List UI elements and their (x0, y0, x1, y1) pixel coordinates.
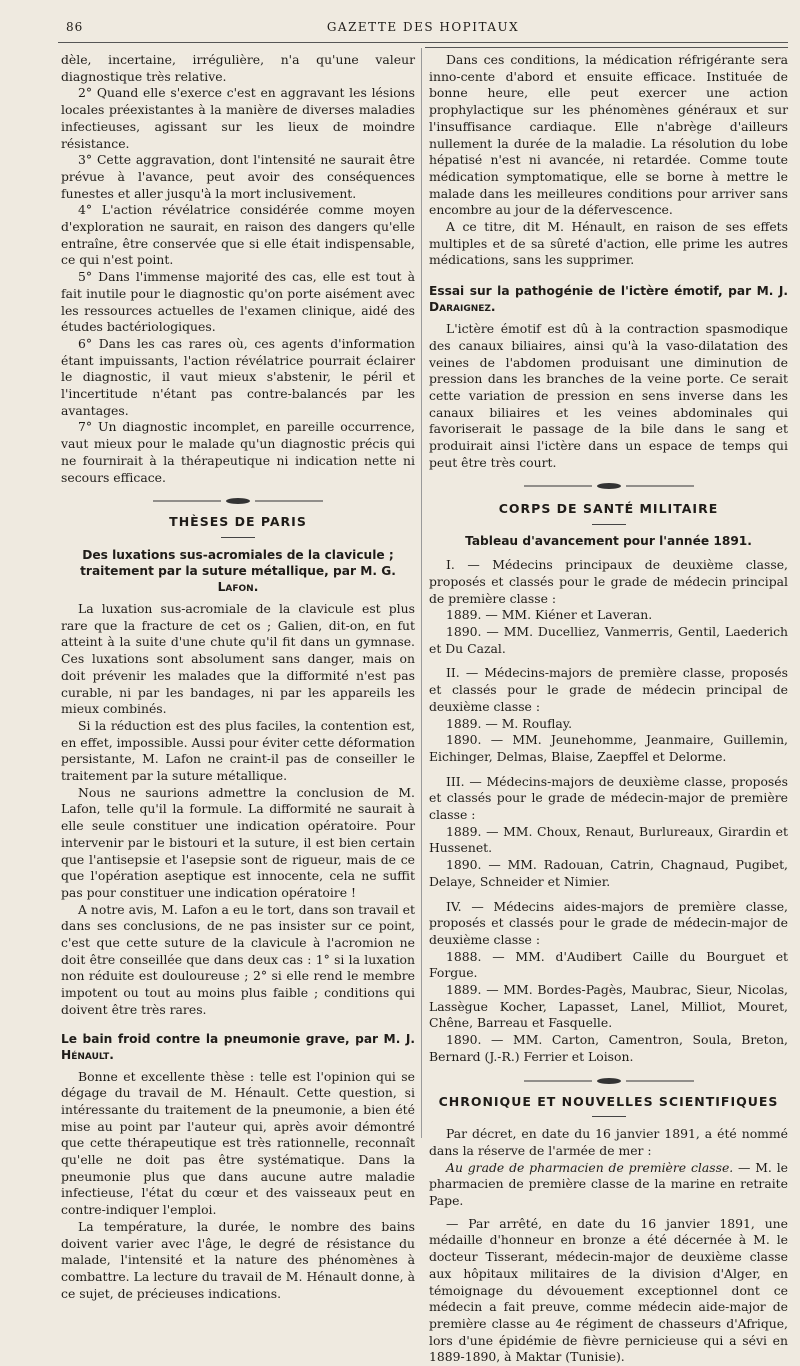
header-rule-second (425, 47, 788, 48)
page-header (58, 18, 788, 40)
paragraph: Si la réduction est des plus faciles, la contention est, en effet, impossible. Aussi pour éviter cette déformation persistante, M. Lafon ne craint-il pas de conseiller le traitement par la suture métallique. (61, 717, 415, 784)
section-heading-chronique: CHRONIQUE ET NOUVELLES SCIENTIFIQUES (438, 1093, 779, 1109)
list-item: 1889. — MM. Bordes-Pagès, Maubrac, Sieur, Nicolas, Lassègue Kocher, Lapasset, Lanel, Milliot, Mouret, Chêne, Barreau et Fasquelle. (429, 982, 788, 1031)
paragraph: 7° Un diagnostic incomplet, en pareille occurrence, vaut mieux pour le malade qu'un diagnostic précis qui ne fournirait à la thérapeutique ni indication nette ni secours efficace. (61, 419, 415, 485)
paragraph: 3° Cette aggravation, dont l'intensité ne saurait être prévue à l'avance, peut avoir des conséquences funestes et aller jusqu'à la mort inclusivement. (61, 152, 415, 201)
article-title-ictere: Essai sur la pathogénie de l'ictère émotif, par M. J. Daraignez. (429, 284, 788, 315)
ornament-rule-icon (524, 1076, 694, 1086)
list-item: 1890. — MM. Jeunehomme, Jeanmaire, Guillemin, Eichinger, Delmas, Blaise, Zaepffel et Delorme. (429, 732, 788, 764)
paragraph: La température, la durée, le nombre des bains doivent varier avec l'âge, le degré de résistance du malade, l'intensité et la nature des phénomènes à combattre. La lecture du travail de M. Hénault donne, à ce sujet, de précieuses indications. (61, 1218, 415, 1301)
list-item: 1889. — MM. Choux, Renaut, Burlureaux, Girardin et Hussenet. (429, 823, 788, 856)
paragraph: 2° Quand elle s'exerce c'est en aggravant les lésions locales préexistantes à la manière de diverses maladies infectieuses, agissant sur les lieux de moindre résistance. (61, 85, 415, 151)
list-item: 1890. — MM. Carton, Camentron, Soula, Breton, Bernard (J.-R.) Ferrier et Loison. (429, 1032, 788, 1064)
list-section: III. — Médecins-majors de deuxième classe, proposés et classés pour le grade de médecin-major de première classe : (429, 773, 788, 823)
paragraph: Nous ne saurions admettre la conclusion de M. Lafon, telle qu'il la formule. La difformité ne saurait à elle seule constituer une indication opératoire. Pour intervenir par le bistouri et la suture, il est bien certain que l'antisepsie et l'asepsie sont de rigueur, mais de ce que l'opération aseptique est innocente, cela ne suffit pas pour constituer une indication opératoire ! (61, 784, 415, 900)
paragraph: Par décret, en date du 16 janvier 1891, a été nommé dans la réserve de l'armée de mer : (429, 1126, 788, 1158)
paragraph: — Par arrêté, en date du 16 janvier 1891, une médaille d'honneur en bronze a été décernée à M. le docteur Tisserant, médecin-major de deuxième classe aux hôpitaux militaires de la division d'Alger, en témoignage du dévouement exceptionnel dont ce médecin a fait preuve, comme médecin aide-major de première classe au 4e régiment de chasseurs d'Afrique, lors d'une épidémie de fièvre pernicieuse qui a sévi en 1889-1890, à Maktar (Tunisie). (429, 1215, 788, 1365)
paragraph: A notre avis, M. Lafon a eu le tort, dans son travail et dans ses conclusions, de ne pas insister sur ce point, c'est que cette suture de la clavicule à l'acromion ne doit être conseillée que dans deux cas : 1° si la luxation non réduite est douloureuse ; 2° si elle rend le membre impotent ou tout au moins plus faible ; conditions qui doivent être très rares. (61, 901, 415, 1017)
short-rule (592, 1116, 626, 1117)
right-column (429, 52, 788, 1366)
paragraph: 6° Dans les cas rares où, ces agents d'information étant impuissants, l'action révélatrice pourrait éclairer le diagnostic, il vaut mieux s'abstenir, le péril et l'incertitude n'étant pas contre-balancés par les avantages. (61, 335, 415, 418)
paragraph: Bonne et excellente thèse : telle est l'opinion qui se dégage du travail de M. Hénault. Cette question, si intéressante du traitement de la pneumonie, a bien été mise au point par l'auteur qui, après avoir démontré que cette thérapeutique est très rationnelle, reconnaît qu'elle ne doit pas être systématique. Dans la pneumonie plus que dans aucune autre maladie infectieuse, l'état du cœur et des vaisseaux peut en contre-indiquer l'emploi. (61, 1068, 415, 1218)
article-title-luxations: Des luxations sus-acromiales de la clavicule ; traitement par la suture métallique, par M. G. Lafon. (80, 547, 396, 594)
journal-title: GAZETTE DES HOPITAUX (326, 20, 520, 34)
list-section: II. — Médecins-majors de première classe, proposés et classés pour le grade de médecin principal de deuxième classe : (429, 665, 788, 714)
column-divider (421, 48, 422, 1138)
list-item: 1890. — MM. Ducelliez, Vanmerris, Gentil, Laederich et Du Cazal. (429, 623, 788, 656)
list-item: 1889. — M. Rouflay. (446, 715, 573, 731)
paragraph: La luxation sus-acromiale de la clavicule est plus rare que la fracture de cet os ; Galien, dit-on, en fut atteint à la suite d'une chute qu'il fit dans un gymnase. Ces luxations sont absolument sans danger, mais on doit prévenir les malades que la difformité n'est pas curable, ni par les bandages, ni par les appareils les mieux combinés. (61, 600, 415, 717)
page-number: 86 (66, 20, 84, 34)
ornament-rule-icon (524, 481, 694, 491)
section-heading-theses: THÈSES DE PARIS (169, 514, 307, 530)
ornament-rule-icon (153, 496, 323, 506)
list-item: 1889. — MM. Kiéner et Laveran. (446, 607, 653, 623)
article-title-bain-froid: Le bain froid contre la pneumonie grave, par M. J. Hénault. (61, 1031, 415, 1062)
paragraph: Au grade de pharmacien de première classe. — M. le pharmacien de première classe de la marine en retraite Pape. (429, 1159, 788, 1209)
paragraph: 4° L'action révélatrice considérée comme moyen d'exploration ne saurait, en raison des dangers qu'elle entraîne, être conservée que si elle était indispensable, ce qui n'est point. (61, 202, 415, 268)
header-rule (58, 42, 788, 43)
paragraph: 5° Dans l'immense majorité des cas, elle est tout à fait inutile pour le diagnostic qu'on porte aisément avec les ressources actuelles de l'examen clinique, aidé des études bactériologiques. (61, 269, 415, 335)
list-section: I. — Médecins principaux de deuxième classe, proposés et classés pour le grade de médecin principal de première classe : (429, 557, 788, 606)
paragraph: Dans ces conditions, la médication réfrigérante sera inno-cente d'abord et ensuite efficace. Instituée de bonne heure, elle peut exercer une action prophylactique sur les phénomènes généraux et sur l'insuffisance cardiaque. Elle n'abrège d'ailleurs nullement la durée de la maladie. La résolution du lobe hépatisé n'est ni avancée, ni retardée. Comme toute médication symptomatique, elle se borne à mettre le malade dans les meilleures conditions pour arriver sans encombre au jour de la défervescence. (429, 52, 788, 218)
list-item: 1890. — MM. Radouan, Catrin, Chagnaud, Pugibet, Delaye, Schneider et Nimier. (429, 857, 788, 889)
left-column (61, 52, 415, 1302)
paragraph: L'ictère émotif est dû à la contraction spasmodique des canaux biliaires, ainsi qu'à la vaso-dilatation des veines de l'abdomen produisant une diminution de pression dans les branches de la veine porte. Ce serait cette variation de pression en sens inverse dans les canaux biliaires et les veines abdominales qui favoriserait le passage de la bile dans le sang et produirait ainsi l'ictère dans un espace de temps qui peut être très court. (429, 321, 788, 470)
paragraph: A ce titre, dit M. Hénault, en raison de ses effets multiples et de sa sûreté d'action, elle prime les autres médications, sans les supprimer. (429, 219, 788, 268)
short-rule (221, 537, 255, 538)
short-rule (592, 524, 626, 525)
section-heading-corps-sante: CORPS DE SANTÉ MILITAIRE (498, 501, 719, 517)
table-heading-avancement: Tableau d'avancement pour l'année 1891. (465, 534, 752, 549)
paragraph: dèle, incertaine, irrégulière, n'a qu'une valeur diagnostique très relative. (61, 52, 415, 84)
list-item: 1888. — MM. d'Audibert Caille du Bourguet et Forgue. (429, 948, 788, 981)
list-section: IV. — Médecins aides-majors de première classe, proposés et classés pour le grade de médecin-major de deuxième classe : (429, 898, 788, 947)
